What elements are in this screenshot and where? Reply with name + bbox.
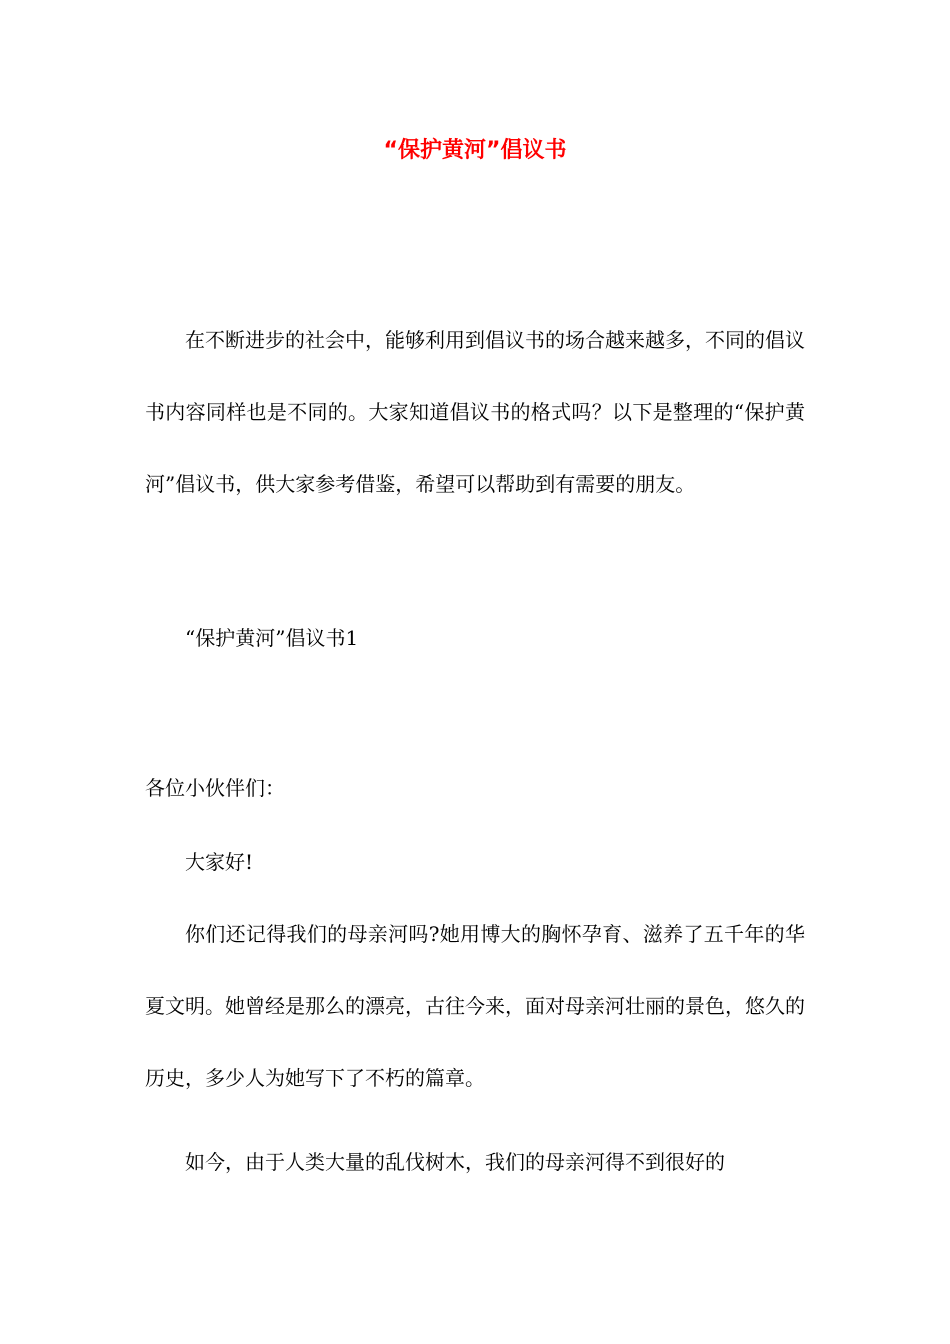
intro-block [145,304,805,520]
intro-paragraph: 在不断进步的社会中，能够利用到倡议书的场合越来越多，不同的倡议书内容同样也是不同的。大家知道倡议书的格式吗？以下是整理的“保护黄河”倡议书，供大家参考借鉴，希望可以帮助到有需要的朋友。 [145,328,805,496]
document-title: “保护黄河”倡议书 [383,138,567,163]
section-heading: “保护黄河”倡议书1 [185,626,359,650]
greeting-block [145,826,805,898]
salutation: 各位小伙伴们： [145,776,285,800]
paragraph-2-block [145,1126,805,1198]
salutation-block [145,752,805,824]
section-heading-block [145,602,805,674]
paragraph-2: 如今，由于人类大量的乱伐树木，我们的母亲河得不到很好的 [185,1150,725,1174]
paragraph-1: 你们还记得我们的母亲河吗?她用博大的胸怀孕育、滋养了五千年的华夏文明。她曾经是那么的漂亮，古往今来，面对母亲河壮丽的景色，悠久的历史，多少人为她写下了不朽的篇章。 [145,922,805,1090]
greeting: 大家好! [185,850,254,874]
paragraph-1-block [145,898,805,1114]
